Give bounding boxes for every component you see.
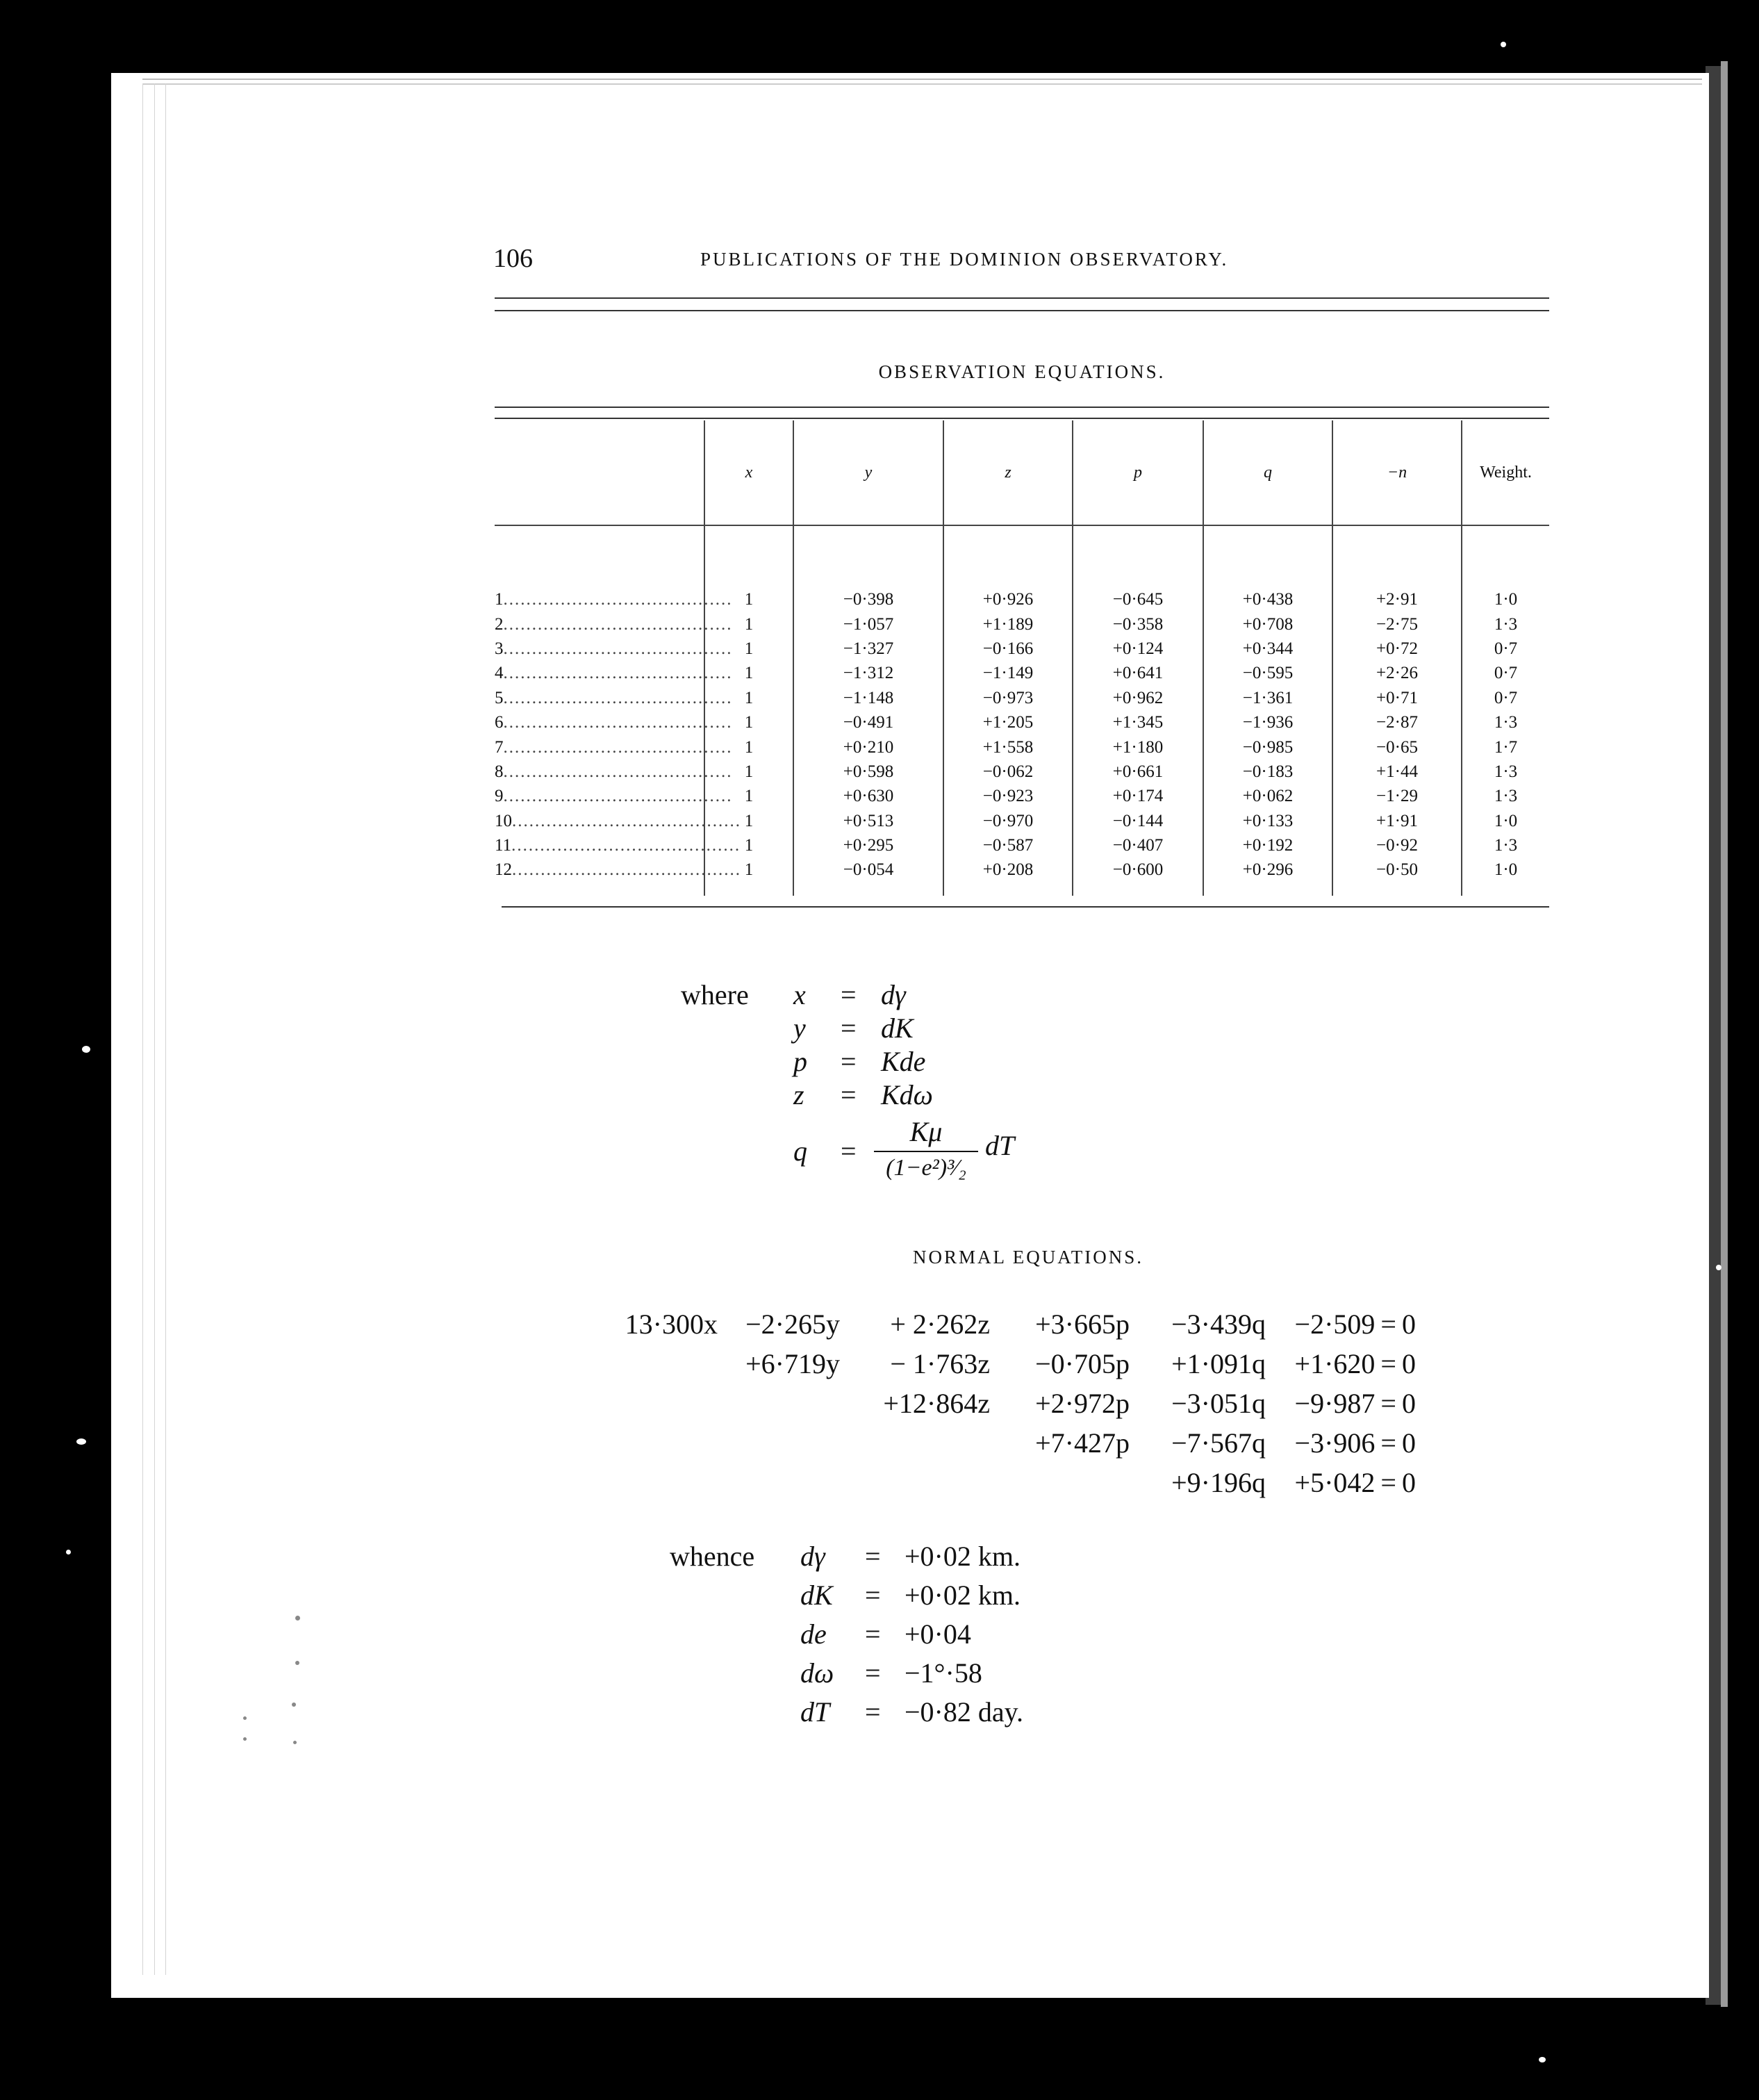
observation-table	[495, 420, 1549, 896]
table-row	[495, 809, 1549, 833]
normal-equation-term: +1·091q	[1171, 1348, 1266, 1379]
normal-equation-row	[591, 1304, 1421, 1344]
cell-p: +0·174	[1073, 784, 1203, 808]
normal-equation-row	[591, 1463, 1421, 1502]
cell-weight: 1·7	[1462, 735, 1549, 759]
dot-leader: ........................................	[512, 811, 741, 830]
cell-q: +0·438	[1203, 587, 1332, 612]
cell-weight: 1·3	[1462, 760, 1549, 784]
cell-weight: 0·7	[1462, 686, 1549, 710]
column-header-y: y	[793, 420, 943, 525]
cell-weight: 1·0	[1462, 809, 1549, 833]
result-lhs: dω	[800, 1657, 834, 1689]
cell-x: 1	[704, 637, 793, 661]
cell-z: +1·189	[943, 612, 1073, 636]
cell-p: +1·345	[1073, 710, 1203, 735]
cell-weight: 1·3	[1462, 710, 1549, 735]
cell-x: 1	[704, 735, 793, 759]
normal-equation-term	[591, 1384, 723, 1423]
cell-x: 1	[704, 661, 793, 685]
definition-lhs-q: q	[793, 1135, 807, 1167]
cell-q: −0·183	[1203, 760, 1332, 784]
cell-p: −0·600	[1073, 858, 1203, 896]
normal-equation-term: 13·300x	[625, 1309, 718, 1340]
table-row	[495, 587, 1549, 612]
definition-lhs: y	[793, 1012, 806, 1044]
normal-equation-term: −3·051q	[1171, 1388, 1266, 1419]
normal-equation-term	[996, 1463, 1135, 1502]
result-rhs: +0·02 km.	[905, 1541, 1021, 1572]
cell-q: −1·361	[1203, 686, 1332, 710]
result-eq-sign: =	[865, 1657, 881, 1689]
normal-equation-term: −9·987 = 0	[1294, 1388, 1416, 1419]
dot-leader: ........................................	[503, 713, 733, 732]
normal-equation-term: −2·265y	[745, 1309, 840, 1340]
cell-y: −0·398	[793, 587, 943, 612]
dot-leader: ........................................	[503, 737, 733, 757]
cell-q: −0·985	[1203, 735, 1332, 759]
scan-speck	[295, 1616, 300, 1621]
cell-z: −0·587	[943, 833, 1073, 858]
fraction	[874, 1115, 978, 1181]
cell-row-label: 6........................................	[495, 713, 733, 732]
dot-leader: ........................................	[503, 688, 733, 707]
cell-row-label: 8........................................	[495, 762, 733, 781]
cell-row-label: 12........................................	[495, 860, 741, 880]
cell-p: −0·407	[1073, 833, 1203, 858]
cell-z: −0·923	[943, 784, 1073, 808]
cell-p: −0·144	[1073, 809, 1203, 833]
cell-p: +0·124	[1073, 637, 1203, 661]
cell-z: +1·205	[943, 710, 1073, 735]
normal-equation-term	[591, 1344, 723, 1384]
result-rhs: +0·02 km.	[905, 1580, 1021, 1611]
definition-eq-sign: =	[841, 1079, 857, 1110]
table-row	[495, 760, 1549, 784]
normal-equation-term: −3·906 = 0	[1294, 1427, 1416, 1459]
dot-leader: ........................................	[503, 614, 733, 634]
header-rule	[495, 310, 1549, 311]
fraction-denominator: (1−e²)³⁄₂	[886, 1155, 966, 1181]
page-edge-highlight	[1721, 61, 1728, 2007]
cell-y: −1·312	[793, 661, 943, 685]
cell-q: +0·192	[1203, 833, 1332, 858]
definition-eq-sign: =	[841, 1135, 857, 1167]
where-label: where	[681, 979, 749, 1010]
fraction-bar	[874, 1151, 978, 1152]
column-header-weight: Weight.	[1462, 420, 1549, 525]
cell-minus-n: +2·26	[1332, 661, 1462, 685]
scan-speck	[1501, 42, 1506, 47]
dot-leader: ........................................	[503, 590, 733, 609]
cell-z: −0·166	[943, 637, 1073, 661]
dot-leader: ........................................	[503, 664, 733, 683]
cell-minus-n: +1·44	[1332, 760, 1462, 784]
scan-speck	[295, 1661, 299, 1665]
table-spacer-row	[495, 525, 1549, 587]
normal-equation-term: +2·972p	[1035, 1388, 1130, 1419]
definition-eq-sign: =	[841, 1012, 857, 1044]
table-header-row	[495, 420, 1549, 525]
cell-z: −0·973	[943, 686, 1073, 710]
scan-speck	[66, 1550, 71, 1555]
cell-y: +0·598	[793, 760, 943, 784]
definition-rhs: dγ	[881, 979, 906, 1010]
column-header-label	[495, 420, 704, 525]
cell-row-label: 4........................................	[495, 664, 733, 683]
table-row	[495, 710, 1549, 735]
page-header	[493, 243, 1549, 278]
normal-equations-title: NORMAL EQUATIONS.	[913, 1247, 1143, 1268]
cell-row-label: 3........................................	[495, 639, 733, 658]
cell-minus-n: +2·91	[1332, 587, 1462, 612]
column-header-p: p	[1073, 420, 1203, 525]
cell-x: 1	[704, 587, 793, 612]
result-eq-sign: =	[865, 1580, 881, 1611]
cell-x: 1	[704, 760, 793, 784]
scan-speck	[82, 1046, 90, 1053]
cell-p: +0·641	[1073, 661, 1203, 685]
cell-weight: 1·0	[1462, 858, 1549, 896]
table-top-rule	[495, 418, 1549, 419]
page-number: 106	[493, 244, 533, 273]
cell-z: +0·208	[943, 858, 1073, 896]
cell-q: +0·708	[1203, 612, 1332, 636]
table-row	[495, 637, 1549, 661]
cell-y: −1·327	[793, 637, 943, 661]
column-header-z: z	[943, 420, 1073, 525]
cell-row-label: 5........................................	[495, 688, 733, 707]
scan-speck	[243, 1737, 247, 1741]
cell-x: 1	[704, 833, 793, 858]
normal-equation-term: + 2·262z	[890, 1309, 990, 1340]
cell-minus-n: −2·87	[1332, 710, 1462, 735]
table-top-rule	[495, 407, 1549, 408]
cell-p: +1·180	[1073, 735, 1203, 759]
cell-q: +0·296	[1203, 858, 1332, 896]
cell-p: +0·661	[1073, 760, 1203, 784]
observation-title: OBSERVATION EQUATIONS.	[878, 361, 1166, 382]
scan-speck	[1539, 2057, 1546, 2062]
result-lhs: dγ	[800, 1541, 825, 1572]
result-eq-sign: =	[865, 1696, 881, 1728]
normal-equation-term	[591, 1423, 723, 1463]
cell-y: +0·295	[793, 833, 943, 858]
normal-equation-term: − 1·763z	[890, 1348, 990, 1379]
scan-speck	[293, 1741, 297, 1744]
result-lhs: de	[800, 1618, 827, 1650]
normal-equation-term	[591, 1463, 723, 1502]
result-eq-sign: =	[865, 1618, 881, 1650]
cell-row-label: 10........................................	[495, 811, 741, 830]
result-lhs: dT	[800, 1696, 830, 1728]
table-row	[495, 833, 1549, 858]
cell-y: +0·513	[793, 809, 943, 833]
table-row	[495, 612, 1549, 636]
cell-minus-n: −0·50	[1332, 858, 1462, 896]
running-title: PUBLICATIONS OF THE DOMINION OBSERVATORY.	[700, 249, 1229, 270]
normal-equation-term	[845, 1423, 996, 1463]
fraction-suffix: dT	[985, 1130, 1015, 1161]
cell-weight: 1·3	[1462, 833, 1549, 858]
cell-row-label: 7........................................	[495, 737, 733, 757]
normal-equation-term	[723, 1463, 845, 1502]
header-rule	[495, 297, 1549, 299]
cell-x: 1	[704, 686, 793, 710]
cell-p: −0·645	[1073, 587, 1203, 612]
cell-y: −1·057	[793, 612, 943, 636]
cell-p: −0·358	[1073, 612, 1203, 636]
normal-equation-term: +5·042 = 0	[1294, 1467, 1416, 1498]
cell-minus-n: −2·75	[1332, 612, 1462, 636]
page-stack-edge	[154, 83, 155, 1975]
cell-y: −0·491	[793, 710, 943, 735]
cell-y: −1·148	[793, 686, 943, 710]
cell-minus-n: −0·65	[1332, 735, 1462, 759]
cell-x: 1	[704, 809, 793, 833]
scan-speck	[1716, 1265, 1721, 1270]
cell-y: +0·210	[793, 735, 943, 759]
table-bottom-rule	[502, 906, 1549, 908]
definition-lhs: x	[793, 979, 806, 1010]
dot-leader: ........................................	[503, 762, 733, 781]
page-stack-line	[142, 79, 1702, 80]
definition-eq-sign: =	[841, 979, 857, 1010]
cell-q: +0·062	[1203, 784, 1332, 808]
fraction-numerator: Kμ	[909, 1116, 943, 1147]
definition-rhs: Kdω	[881, 1079, 933, 1110]
normal-equation-term	[723, 1384, 845, 1423]
scan-speck	[243, 1716, 247, 1720]
cell-minus-n: −1·29	[1332, 784, 1462, 808]
cell-z: −0·062	[943, 760, 1073, 784]
cell-minus-n: +0·72	[1332, 637, 1462, 661]
normal-equation-term	[845, 1463, 996, 1502]
cell-q: +0·344	[1203, 637, 1332, 661]
cell-x: 1	[704, 612, 793, 636]
cell-q: +0·133	[1203, 809, 1332, 833]
cell-weight: 0·7	[1462, 661, 1549, 685]
cell-x: 1	[704, 784, 793, 808]
column-header-minus-n: −n	[1332, 420, 1462, 525]
column-header-q: q	[1203, 420, 1332, 525]
normal-equation-row	[591, 1344, 1421, 1384]
table-row	[495, 784, 1549, 808]
normal-equations-table	[591, 1304, 1421, 1502]
dot-leader: ........................................	[503, 787, 733, 806]
cell-minus-n: +0·71	[1332, 686, 1462, 710]
normal-equation-term	[723, 1423, 845, 1463]
cell-q: −1·936	[1203, 710, 1332, 735]
table-row	[495, 735, 1549, 759]
dot-leader: ........................................	[503, 639, 733, 658]
normal-equation-term: +1·620 = 0	[1294, 1348, 1416, 1379]
cell-weight: 0·7	[1462, 637, 1549, 661]
cell-q: −0·595	[1203, 661, 1332, 685]
whence-label: whence	[670, 1541, 755, 1572]
dot-leader: ........................................	[512, 860, 741, 880]
cell-weight: 1·3	[1462, 784, 1549, 808]
normal-equation-term: +9·196q	[1171, 1467, 1266, 1498]
normal-equation-term: +6·719y	[745, 1348, 840, 1379]
dot-leader: ........................................	[511, 836, 741, 855]
normal-equation-term: +12·864z	[883, 1388, 990, 1419]
table-row	[495, 686, 1549, 710]
cell-z: −1·149	[943, 661, 1073, 685]
cell-row-label: 1........................................	[495, 590, 733, 609]
table-row	[495, 858, 1549, 896]
cell-x: 1	[704, 710, 793, 735]
page-stack-line	[142, 83, 1702, 85]
scan-speck	[292, 1703, 296, 1707]
normal-equation-term: −0·705p	[1035, 1348, 1130, 1379]
definition-eq-sign: =	[841, 1046, 857, 1077]
page-stack-edge	[165, 83, 166, 1975]
cell-y: −0·054	[793, 858, 943, 896]
cell-minus-n: −0·92	[1332, 833, 1462, 858]
page-stack-edge	[142, 83, 143, 1975]
cell-minus-n: +1·91	[1332, 809, 1462, 833]
normal-equation-term: −3·439q	[1171, 1309, 1266, 1340]
scan-speck	[76, 1438, 86, 1445]
table-row	[495, 661, 1549, 685]
normal-equation-term: −7·567q	[1171, 1427, 1266, 1459]
definition-rhs: dK	[881, 1012, 914, 1044]
cell-weight: 1·3	[1462, 612, 1549, 636]
normal-equation-term: +3·665p	[1035, 1309, 1130, 1340]
result-eq-sign: =	[865, 1541, 881, 1572]
definition-lhs: z	[793, 1079, 804, 1110]
normal-equation-term: −2·509 = 0	[1294, 1309, 1416, 1340]
normal-equation-row	[591, 1423, 1421, 1463]
normal-equation-term: +7·427p	[1035, 1427, 1130, 1459]
cell-row-label: 9........................................	[495, 787, 733, 806]
result-rhs: +0·04	[905, 1618, 971, 1650]
cell-p: +0·962	[1073, 686, 1203, 710]
cell-y: +0·630	[793, 784, 943, 808]
cell-x: 1	[704, 858, 793, 896]
cell-z: −0·970	[943, 809, 1073, 833]
cell-z: +1·558	[943, 735, 1073, 759]
result-rhs: −1°·58	[905, 1657, 982, 1689]
column-header-x: x	[704, 420, 793, 525]
result-lhs: dK	[800, 1580, 833, 1611]
cell-z: +0·926	[943, 587, 1073, 612]
cell-row-label: 2........................................	[495, 614, 733, 634]
cell-weight: 1·0	[1462, 587, 1549, 612]
definition-lhs: p	[793, 1046, 807, 1077]
normal-equation-row	[591, 1384, 1421, 1423]
cell-row-label: 11........................................	[495, 836, 741, 855]
result-rhs: −0·82 day.	[905, 1696, 1024, 1728]
definition-rhs: Kde	[881, 1046, 926, 1077]
